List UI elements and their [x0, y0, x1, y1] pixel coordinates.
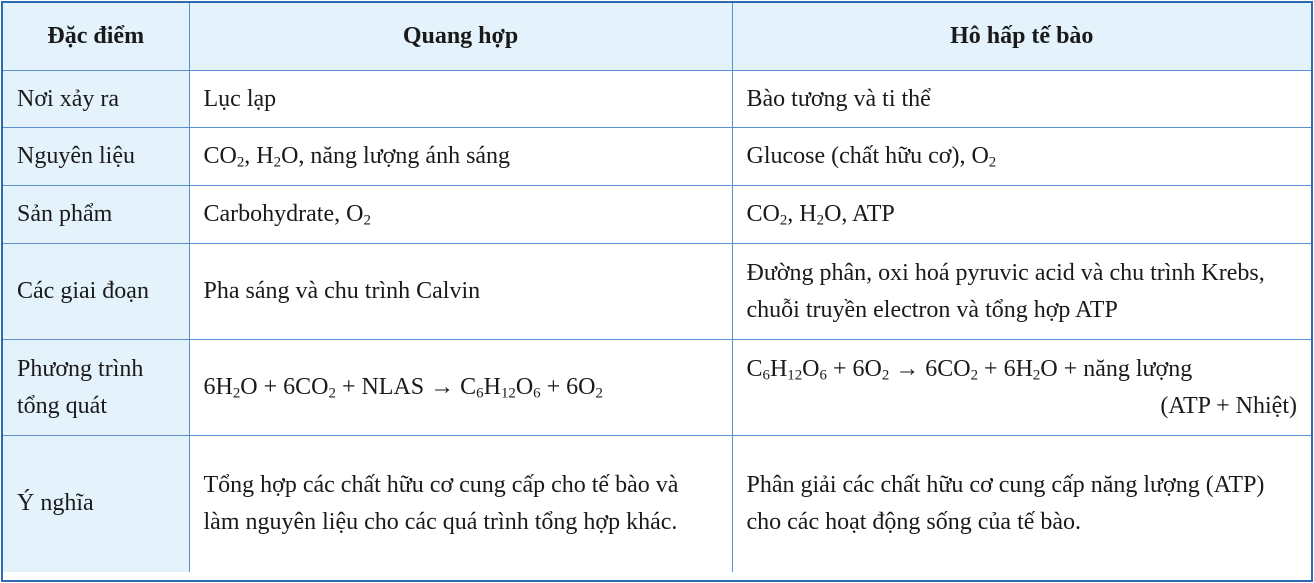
header-row — [3, 3, 1311, 71]
cell-photosynthesis-inputs: $CO_2$, $H_2O$, năng lượng ánh sáng — [189, 128, 732, 186]
cell-photosynthesis-stages: Pha sáng và chu trình Calvin — [189, 244, 732, 340]
cell-photosynthesis-products: Carbohydrate, $O_2$ — [189, 186, 732, 244]
cell-respiration-inputs: Glucose (chất hữu cơ), $O_2$ — [732, 128, 1311, 186]
row-label-stages: Các giai đoạn — [3, 244, 189, 340]
comparison-table — [3, 3, 1311, 572]
row-label-equation: Phương trình tổng quát — [3, 340, 189, 436]
cell-photosynthesis-location: Lục lạp — [189, 71, 732, 128]
cell-respiration-equation: $C_6H_{12}O_6 + 6O_2 \to 6CO_2 + 6H_2O$ + năng lượng (ATP + Nhiệt) — [732, 340, 1311, 436]
table-row-inputs — [3, 128, 1311, 186]
row-label-products: Sản phẩm — [3, 186, 189, 244]
header-photosynthesis: Quang hợp — [189, 3, 732, 71]
table-row-location — [3, 71, 1311, 128]
cell-photosynthesis-significance: Tổng hợp các chất hữu cơ cung cấp cho tế bào và làm nguyên liệu cho các quá trình tổng hợp khác. — [189, 436, 732, 572]
row-label-inputs: Nguyên liệu — [3, 128, 189, 186]
row-label-location: Nơi xảy ra — [3, 71, 189, 128]
table-row-stages — [3, 244, 1311, 340]
table-row-products — [3, 186, 1311, 244]
comparison-table-frame — [1, 1, 1313, 582]
cell-respiration-significance: Phân giải các chất hữu cơ cung cấp năng lượng (ATP) cho các hoạt động sống của tế bào. — [732, 436, 1311, 572]
header-respiration: Hô hấp tế bào — [732, 3, 1311, 71]
table-row-equation — [3, 340, 1311, 436]
header-feature: Đặc điểm — [3, 3, 189, 71]
row-label-significance: Ý nghĩa — [3, 436, 189, 572]
cell-respiration-products: $CO_2$, $H_2O$, ATP — [732, 186, 1311, 244]
respiration-equation-line2: (ATP + Nhiệt) — [1160, 392, 1297, 419]
cell-respiration-location: Bào tương và ti thể — [732, 71, 1311, 128]
cell-photosynthesis-equation: $6H_2O + 6CO_2$ + NLAS → $C_6H_{12}O_6 + 6O_2$ — [189, 340, 732, 436]
table-row-significance — [3, 436, 1311, 572]
cell-respiration-stages: Đường phân, oxi hoá pyruvic acid và chu trình Krebs, chuỗi truyền electron và tổng hợp ATP — [732, 244, 1311, 340]
